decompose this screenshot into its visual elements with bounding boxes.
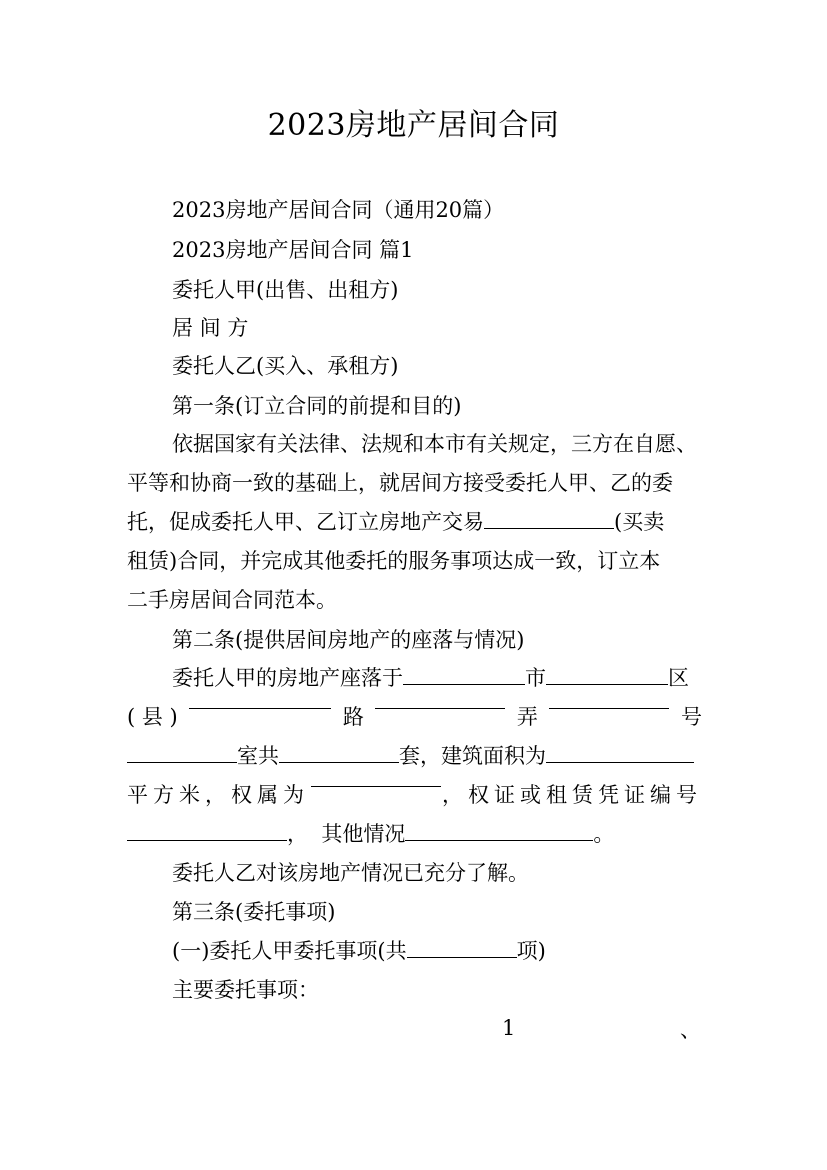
document-title: 2023房地产居间合同	[267, 108, 560, 143]
party-b-line: 委托人乙(买入、承租方)	[172, 354, 399, 378]
article-1-text: 二手房居间合同范本。	[127, 588, 337, 612]
text-fragment: 托，促成委托人甲、乙订立房地产交易	[127, 510, 484, 534]
article-2-text: 委托人乙对该房地产情况已充分了解。	[172, 861, 529, 885]
text-fragment: 弄	[516, 705, 538, 729]
text-fragment: 套，建筑面积为	[399, 744, 546, 768]
text-fragment: (一)委托人甲委托事项(共	[172, 939, 407, 963]
article-2-text	[127, 746, 694, 767]
text-fragment: 。	[593, 822, 615, 846]
text-fragment: 项)	[516, 939, 546, 963]
blank-line	[189, 707, 331, 709]
section-heading: 2023房地产居间合同 篇1	[172, 238, 414, 262]
party-a-line: 委托人甲(出售、出租方)	[172, 278, 399, 302]
blank-line	[546, 683, 668, 685]
list-number: 1	[502, 1016, 516, 1040]
text-fragment: ( 县 )	[127, 705, 178, 729]
article-2-title: 第二条(提供居间房地产的座落与情况)	[172, 628, 525, 652]
subtitle: 2023房地产居间合同（通用20篇）	[172, 198, 505, 222]
article-3-title: 第三条(委托事项)	[172, 900, 336, 924]
article-1-text: 平等和协商一致的基础上，就居间方接受委托人甲、乙的委	[127, 471, 673, 495]
article-1-text	[127, 512, 664, 533]
text-fragment: 号	[680, 705, 702, 729]
text-fragment: 室共	[237, 744, 279, 768]
blank-line	[311, 785, 441, 787]
article-1-text: 依据国家有关法律、法规和本市有关规定，三方在自愿、	[172, 432, 697, 456]
blank-line	[549, 707, 669, 709]
blank-line	[127, 761, 237, 763]
article-2-text	[127, 785, 702, 806]
text-fragment: 委托人甲的房地产座落于	[172, 666, 403, 690]
blank-line	[403, 683, 525, 685]
text-fragment: 平方米，权属为	[127, 783, 309, 807]
list-separator: 、	[680, 1018, 701, 1042]
text-fragment: 路	[342, 705, 364, 729]
blank-line	[375, 707, 505, 709]
article-3-text	[172, 941, 546, 962]
article-2-text	[127, 707, 702, 728]
blank-line	[127, 839, 287, 841]
text-fragment: ，权证或租赁凭证编号	[442, 783, 702, 807]
blank-line	[279, 761, 399, 763]
blank-line	[484, 527, 614, 529]
blank-line	[405, 839, 593, 841]
blank-line	[407, 956, 517, 958]
blank-line	[546, 761, 694, 763]
article-1-title: 第一条(订立合同的前提和目的)	[172, 394, 462, 418]
article-2-text	[127, 824, 614, 845]
text-fragment: 市	[525, 666, 546, 690]
article-1-text: 租赁)合同，并完成其他委托的服务事项达成一致，订立本	[127, 549, 661, 573]
text-fragment: 区	[668, 666, 689, 690]
text-fragment: 其他情况	[321, 822, 406, 846]
broker-line: 居 间 方	[172, 316, 249, 340]
text-fragment: (买卖	[614, 510, 665, 534]
article-3-text: 主要委托事项：	[172, 978, 319, 1002]
text-fragment: ，	[287, 822, 308, 846]
article-2-text	[172, 668, 689, 689]
